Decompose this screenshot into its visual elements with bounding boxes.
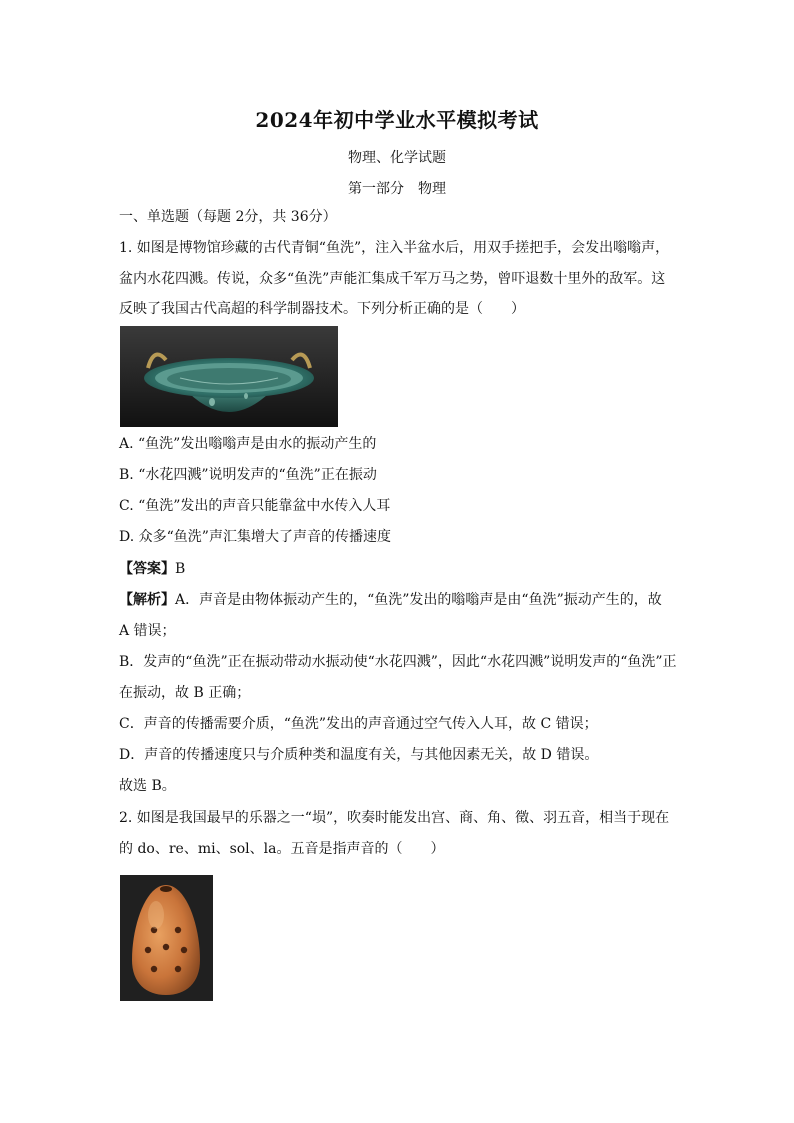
fish-basin-image xyxy=(120,326,338,427)
q1-option-a: A. “鱼洗”发出嗡嗡声是由水的振动产生的 xyxy=(119,436,377,452)
exam-title: 2024年初中学业水平模拟考试 xyxy=(255,108,539,132)
q1-analysis-line-1 xyxy=(119,590,679,610)
answer-label: 【答案】 xyxy=(119,561,175,577)
q1-stem-line-3: 反映了我国古代高超的科学制器技术。下列分析正确的是（ ） xyxy=(119,301,525,317)
q1-conclusion: 故选 B。 xyxy=(119,778,176,794)
q1-option-d: D. 众多“鱼洗”声汇集增大了声音的传播速度 xyxy=(119,529,391,545)
q2-stem-line-2: 的 do、re、mi、sol、la。五音是指声音的（ ） xyxy=(119,841,445,857)
q1-stem-line-1: 1. 如图是博物馆珍藏的古代青铜“鱼洗”，注入半盆水后，用双手搓把手，会发出嗡嗡声， xyxy=(119,240,670,256)
q1-analysis-line-3: B．发声的“鱼洗”正在振动带动水振动使“水花四溅”，因此“水花四溅”说明发声的“鱼洗”正 xyxy=(119,654,677,670)
q1-answer xyxy=(119,559,679,579)
q1-option-b: B. “水花四溅”说明发声的“鱼洗”正在振动 xyxy=(119,467,377,483)
q1-option-c: C. “鱼洗”发出的声音只能靠盆中水传入人耳 xyxy=(119,498,391,514)
answer-value: B xyxy=(175,561,186,577)
xun-instrument-image xyxy=(120,875,213,1001)
exam-subtitle: 物理、化学试题 xyxy=(348,150,446,166)
q1-analysis-line-5: C．声音的传播需要介质，“鱼洗”发出的声音通过空气传入人耳，故 C 错误； xyxy=(119,716,598,732)
q2-stem-line-1: 2. 如图是我国最早的乐器之一“埙”，吹奏时能发出宫、商、角、徵、羽五音，相当于现在 xyxy=(119,810,670,826)
analysis-label: 【解析】 xyxy=(119,592,175,608)
q1-analysis-line-4: 在振动，故 B 正确； xyxy=(119,685,251,701)
part-heading: 第一部分 物理 xyxy=(348,181,446,197)
analysis-text: A．声音是由物体振动产生的，“鱼洗”发出的嗡嗡声是由“鱼洗”振动产生的，故 xyxy=(175,592,662,608)
q1-stem-line-2: 盆内水花四溅。传说，众多“鱼洗”声能汇集成千军万马之势，曾吓退数十里外的敌军。这 xyxy=(119,271,666,287)
section-heading: 一、单选题（每题 2分，共 36分） xyxy=(119,209,337,225)
q1-analysis-line-6: D．声音的传播速度只与介质种类和温度有关，与其他因素无关，故 D 错误。 xyxy=(119,747,599,763)
q1-analysis-line-2: A 错误； xyxy=(119,623,176,639)
